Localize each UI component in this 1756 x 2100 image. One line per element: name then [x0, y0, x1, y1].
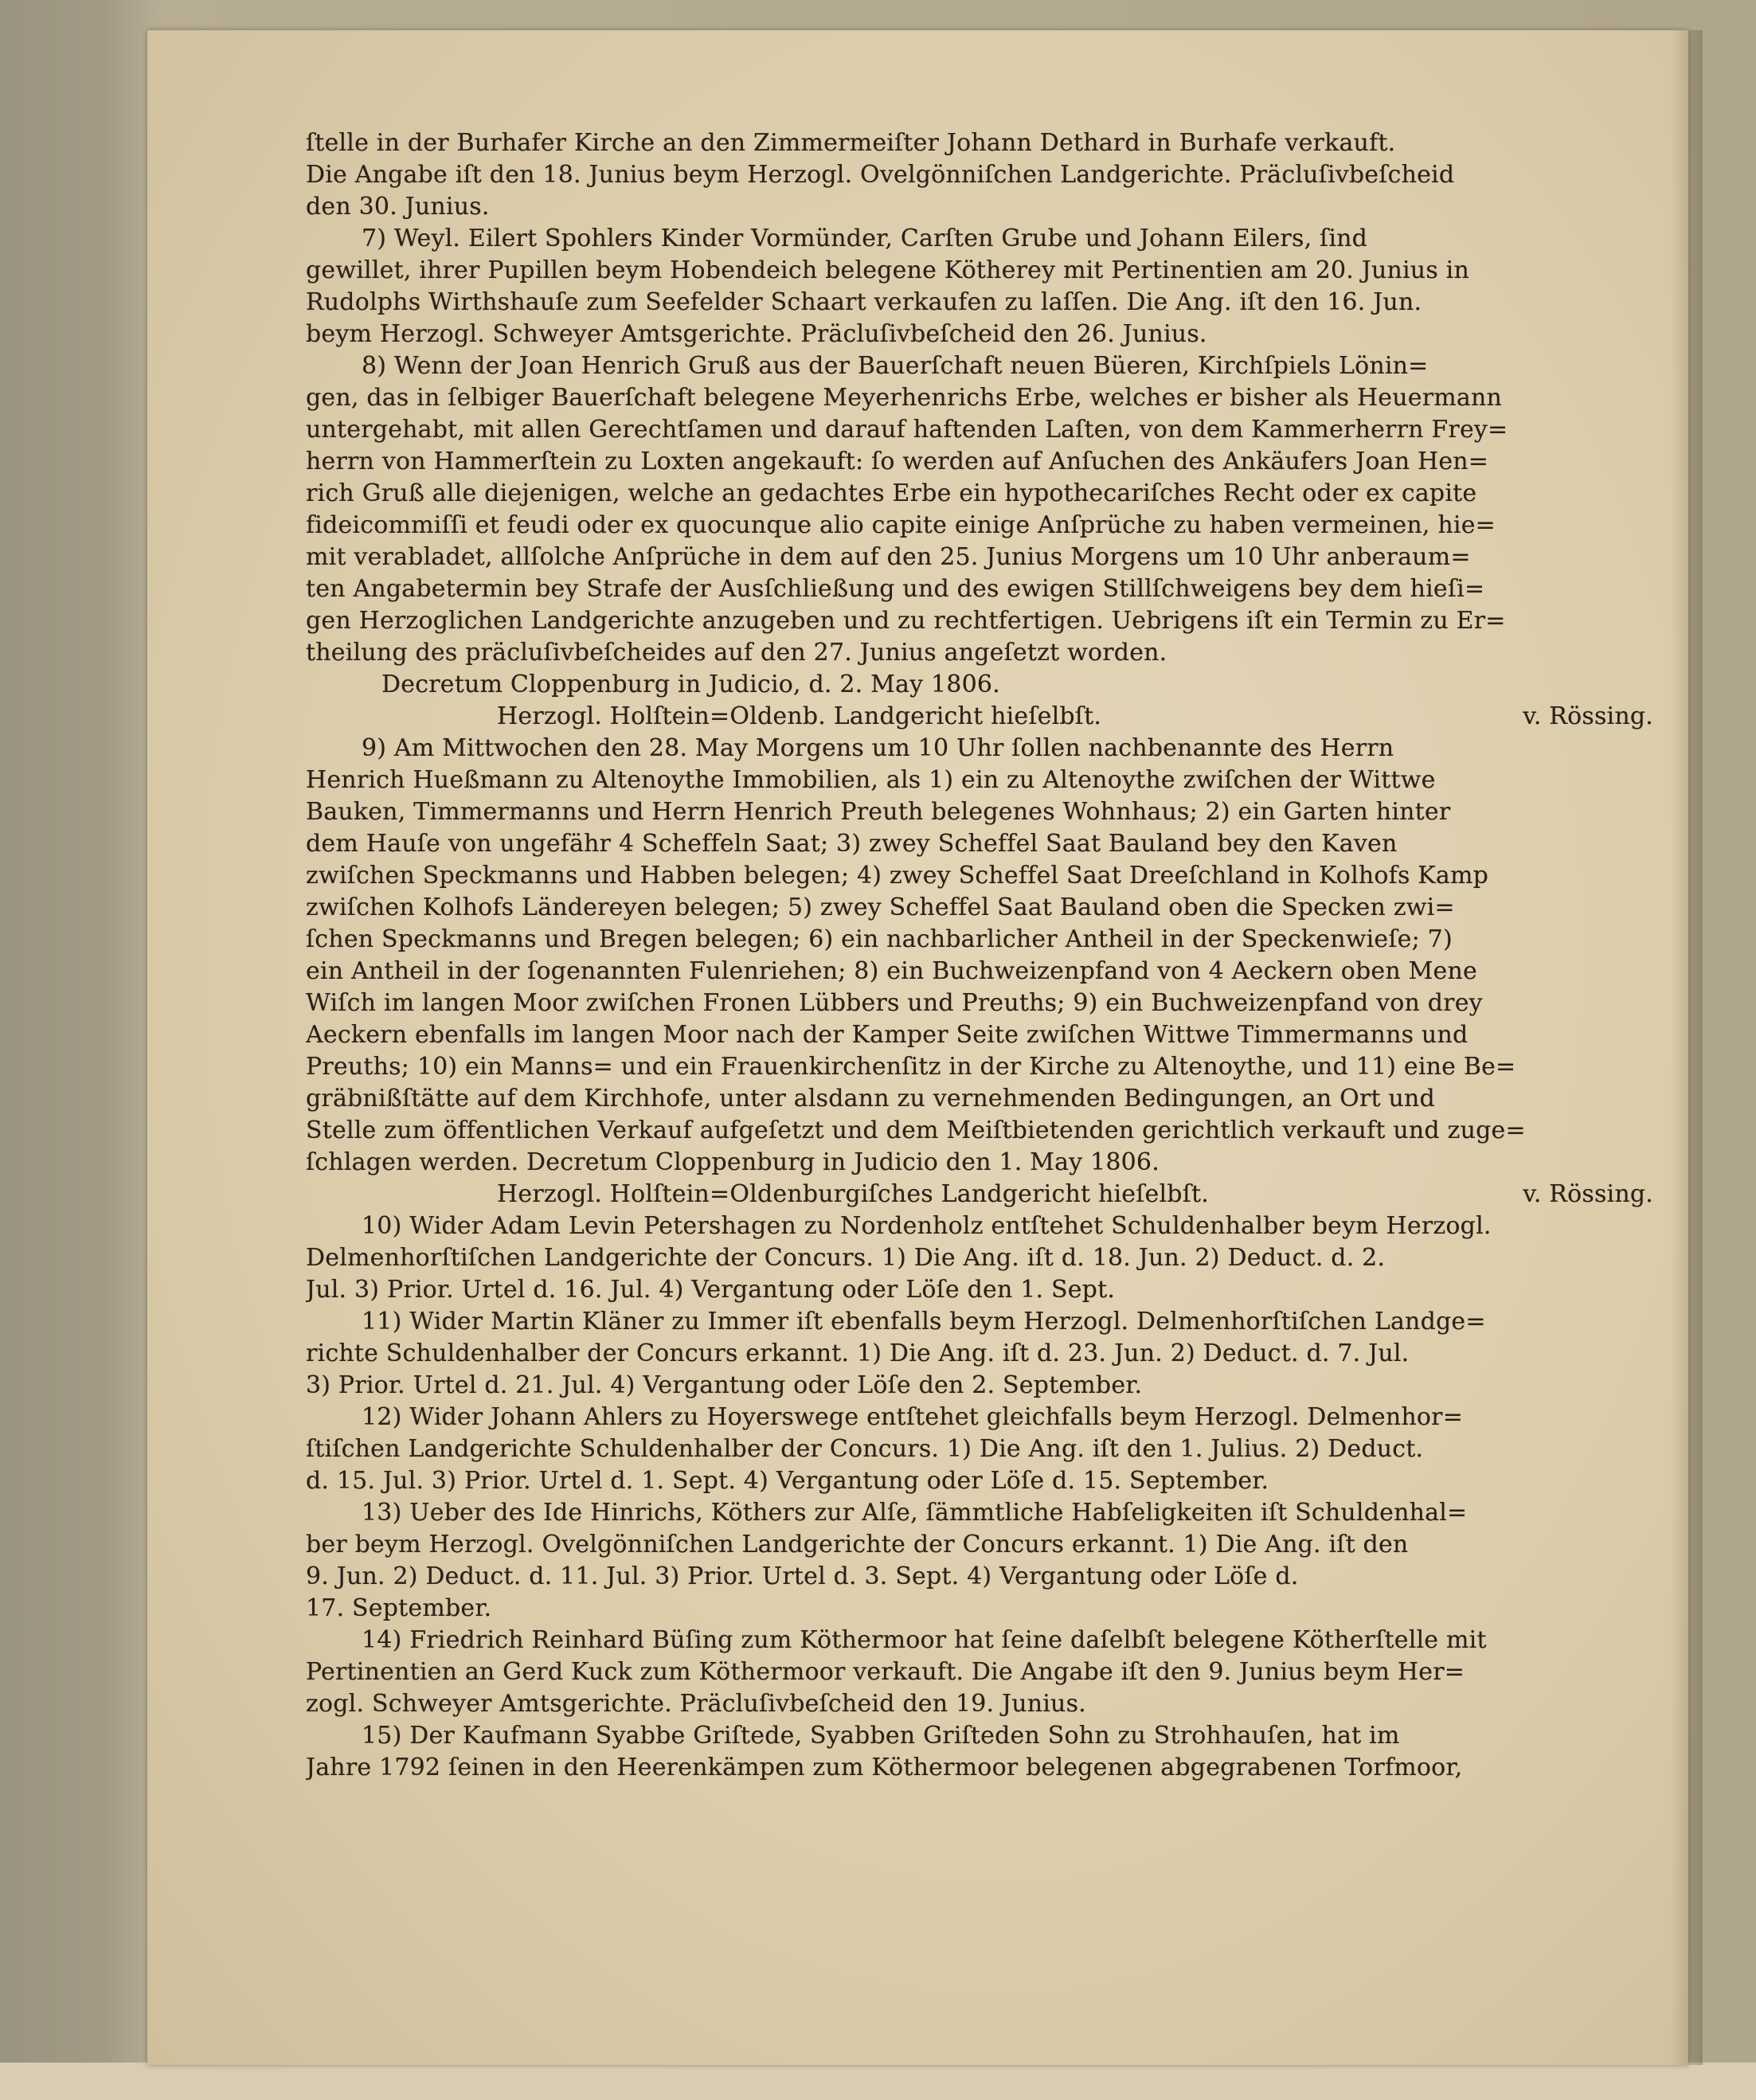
text-line: richte Schuldenhalber der Concurs erkannt. 1) Die Ang. iſt d. 23. Jun. 2) Deduct. d. 7. Jul.: [306, 1339, 1410, 1367]
text-line: 12) Wider Johann Ahlers zu Hoyerswege entſtehet gleichfalls beym Herzogl. Delmenhor=: [362, 1403, 1464, 1431]
text-line: Wiſch im langen Moor zwiſchen Fronen Lübbers und Preuths; 9) ein Buchweizenpfand von drey: [306, 989, 1483, 1017]
text-line: ſtiſchen Landgerichte Schuldenhalber der Concurs. 1) Die Ang. iſt den 1. Julius. 2) Deduct.: [306, 1435, 1424, 1463]
decretum-line: Decretum Cloppenburg in Judicio, d. 2. May 1806.: [381, 671, 1000, 698]
text-line: gen Herzoglichen Landgerichte anzugeben und zu rechtfertigen. Uebrigens iſt ein Termin zu Er=: [306, 607, 1506, 635]
text-line: 9. Jun. 2) Deduct. d. 11. Jul. 3) Prior. Urtel d. 3. Sept. 4) Vergantung oder Löſe d.: [306, 1562, 1299, 1590]
text-line: ber beym Herzogl. Ovelgönniſchen Landgerichte der Concurs erkannt. 1) Die Ang. iſt den: [306, 1531, 1409, 1558]
text-line: Bauken, Timmermanns und Herrn Henrich Preuth belegenes Wohnhaus; 2) ein Garten hinter: [306, 798, 1451, 826]
text-line: 17. September.: [306, 1594, 492, 1622]
text-line: 3) Prior. Urtel d. 21. Jul. 4) Vergantung oder Löſe den 2. September.: [306, 1371, 1143, 1399]
text-line: Pertinentien an Gerd Kuck zum Köthermoor verkauft. Die Angabe iſt den 9. Junius beym Her=: [306, 1658, 1465, 1686]
text-line: ſchlagen werden. Decretum Cloppenburg in Judicio den 1. May 1806.: [306, 1148, 1160, 1176]
text-line: Stelle zum öffentlichen Verkauf aufgeſetzt und dem Meiſtbietenden gerichtlich verkauft und zuge=: [306, 1116, 1526, 1144]
text-line: 11) Wider Martin Kläner zu Immer iſt ebenfalls beym Herzogl. Delmenhorſtiſchen Landge=: [362, 1308, 1486, 1335]
text-line: 13) Ueber des Ide Hinrichs, Köthers zur Alſe, ſämmtliche Habſeligkeiten iſt Schuldenhal=: [362, 1499, 1468, 1527]
signature-name: v. Rössing.: [1523, 702, 1653, 730]
text-line: ſchen Speckmanns und Bregen belegen; 6) ein nachbarlicher Antheil in der Speckenwieſe; 7): [306, 925, 1453, 953]
text-line: ſtelle in der Burhafer Kirche an den Zimmermeiſter Johann Dethard in Burhafe verkauft.: [306, 129, 1396, 157]
text-line: d. 15. Jul. 3) Prior. Urtel d. 1. Sept. 4) Vergantung oder Löſe d. 15. September.: [306, 1467, 1269, 1495]
text-line: ein Antheil in der ſogenannten Fulenriehen; 8) ein Buchweizenpfand von 4 Aeckern oben Mene: [306, 957, 1477, 985]
text-line: zwiſchen Kolhofs Ländereyen belegen; 5) zwey Scheffel Saat Bauland oben die Specken zwi=: [306, 894, 1455, 921]
text-line: gräbnißſtätte auf dem Kirchhofe, unter alsdann zu vernehmenden Bedingungen, an Ort und: [306, 1085, 1435, 1113]
text-line: 15) Der Kaufmann Syabbe Griſtede, Syabben Griſteden Sohn zu Strohhauſen, hat im: [362, 1722, 1400, 1750]
document-body: [306, 127, 1653, 2047]
text-line: den 30. Junius.: [306, 193, 490, 221]
text-line: zogl. Schweyer Amtsgerichte. Präcluſivbeſcheid den 19. Junius.: [306, 1690, 1086, 1718]
court-name: Herzogl. Holſtein=Oldenburgiſches Landgericht hieſelbſt.: [497, 1180, 1209, 1208]
text-line: 7) Weyl. Eilert Spohlers Kinder Vormünder, Carſten Grube und Johann Eilers, ſind: [362, 225, 1368, 252]
text-line: Preuths; 10) ein Manns= und ein Frauenkirchenſitz in der Kirche zu Altenoythe, und 11) eine Be=: [306, 1053, 1516, 1081]
text-line: untergehabt, mit allen Gerechtſamen und darauf haftenden Laſten, von dem Kammerherrn Frey=: [306, 416, 1508, 444]
text-line: zwiſchen Speckmanns und Habben belegen; 4) zwey Scheffel Saat Dreeſchland in Kolhofs Kamp: [306, 862, 1489, 890]
text-line: ten Angabetermin bey Strafe der Ausſchließung und des ewigen Stillſchweigens bey dem hieſi=: [306, 575, 1485, 603]
text-line: 14) Friedrich Reinhard Büſing zum Köthermoor hat ſeine daſelbſt belegene Kötherſtelle mit: [362, 1626, 1487, 1654]
text-line: dem Hauſe von ungefähr 4 Scheffeln Saat; 3) zwey Scheffel Saat Bauland bey den Kaven: [306, 830, 1398, 858]
signature-line: [306, 1179, 1653, 1210]
text-line: 10) Wider Adam Levin Petershagen zu Nordenholz entſtehet Schuldenhalber beym Herzogl.: [362, 1212, 1492, 1240]
text-line: theilung des präcluſivbeſcheides auf den 27. Junius angeſetzt worden.: [306, 639, 1167, 667]
text-line: Jahre 1792 ſeinen in den Heerenkämpen zum Köthermoor belegenen abgegrabenen Torfmoor,: [306, 1754, 1463, 1781]
text-line: herrn von Hammerſtein zu Loxten angekauft: ſo werden auf Anſuchen des Ankäufers Joan Hen=: [306, 448, 1489, 475]
text-line: Die Angabe iſt den 18. Junius beym Herzogl. Ovelgönniſchen Landgerichte. Präcluſivbeſcheid: [306, 161, 1455, 189]
text-line: Aeckern ebenfalls im langen Moor nach der Kamper Seite zwiſchen Wittwe Timmermanns und: [306, 1021, 1469, 1049]
text-line: rich Gruß alle diejenigen, welche an gedachtes Erbe ein hypothecariſches Recht oder ex capite: [306, 479, 1477, 507]
text-line: gen, das in ſelbiger Bauerſchaft belegene Meyerhenrichs Erbe, welches er bisher als Heuermann: [306, 384, 1503, 412]
page-edge-shadow: [1671, 30, 1703, 2065]
text-line: gewillet, ihrer Pupillen beym Hobendeich belegene Kötherey mit Pertinentien am 20. Junius in: [306, 256, 1469, 284]
court-name: Herzogl. Holſtein=Oldenb. Landgericht hieſelbſt.: [497, 702, 1102, 730]
scan-bottom-strip: [0, 2063, 1756, 2100]
text-line: 9) Am Mittwochen den 28. May Morgens um 10 Uhr ſollen nachbenannte des Herrn: [362, 734, 1394, 762]
signature-name: v. Rössing.: [1523, 1180, 1653, 1208]
signature-line: [306, 701, 1653, 733]
text-line: Delmenhorſtiſchen Landgerichte der Concurs. 1) Die Ang. iſt d. 18. Jun. 2) Deduct. d. 2.: [306, 1244, 1386, 1272]
text-line: fideicommiſſi et feudi oder ex quocunque alio capite einige Anſprüche zu haben vermeinen, hie=: [306, 511, 1496, 539]
text-line: 8) Wenn der Joan Henrich Gruß aus der Bauerſchaft neuen Büeren, Kirchſpiels Lönin=: [362, 352, 1429, 380]
text-line: Rudolphs Wirthshauſe zum Seefelder Schaart verkaufen zu laſſen. Die Ang. iſt den 16. Jun.: [306, 288, 1422, 316]
text-line: beym Herzogl. Schweyer Amtsgerichte. Präcluſivbeſcheid den 26. Junius.: [306, 320, 1207, 348]
text-line: Jul. 3) Prior. Urtel d. 16. Jul. 4) Vergantung oder Löſe den 1. Sept.: [306, 1276, 1116, 1304]
text-line: Henrich Hueßmann zu Altenoythe Immobilien, als 1) ein zu Altenoythe zwiſchen der Wittwe: [306, 766, 1436, 794]
text-line: mit verabladet, allſolche Anſprüche in dem auf den 25. Junius Morgens um 10 Uhr anberaum=: [306, 543, 1471, 571]
